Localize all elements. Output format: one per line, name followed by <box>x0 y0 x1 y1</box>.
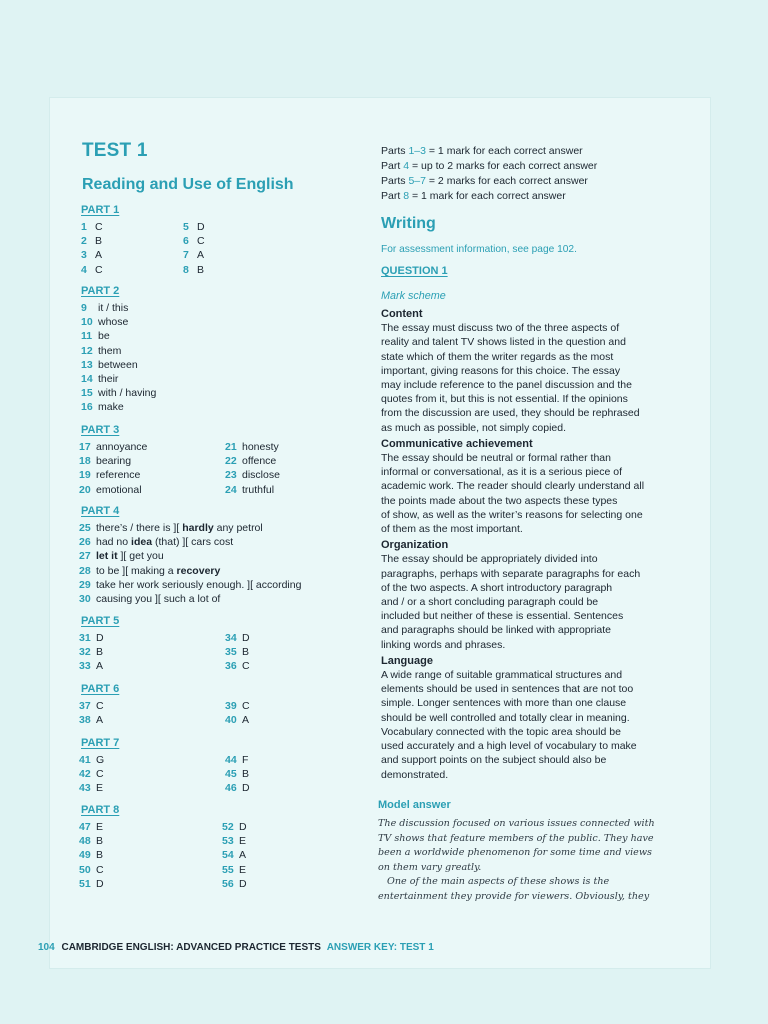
key-word: hardly <box>182 522 214 534</box>
text-line: been a worldwide phenomenon for some time and views <box>378 847 652 859</box>
text-line: The essay must discuss two of the three aspects of <box>381 322 620 335</box>
answer-row <box>79 592 301 606</box>
answer-row <box>222 834 247 848</box>
answer-value: their <box>98 372 119 385</box>
part3-right <box>225 440 280 497</box>
question-number: 25 <box>79 522 91 534</box>
answer-value: C <box>96 700 104 712</box>
answer-row <box>225 468 280 482</box>
question-number: 22 <box>225 455 237 468</box>
marks-text: Part <box>381 190 404 202</box>
answer-value: A <box>197 249 205 262</box>
answer-row <box>79 713 104 727</box>
question-number: 30 <box>79 592 91 605</box>
answer-text: causing you ][ such a lot of <box>96 592 221 605</box>
text-line: The essay should be neutral or formal rather than <box>381 452 611 465</box>
answer-value: offence <box>242 455 277 468</box>
answer-row <box>222 863 247 877</box>
question-number: 37 <box>79 700 91 712</box>
communicative-text <box>381 451 671 536</box>
marks-text: = 1 mark for each correct answer <box>425 145 583 157</box>
answer-value: bearing <box>96 455 132 468</box>
answer-value: E <box>239 863 247 876</box>
answer-row <box>81 386 156 400</box>
part5-left <box>79 631 104 674</box>
answer-row <box>225 631 250 645</box>
answer-value: A <box>242 714 250 727</box>
text-line: demonstrated. <box>381 768 449 781</box>
question-number: 6 <box>183 235 189 248</box>
question-number: 26 <box>79 536 91 549</box>
part-range: 1–3 <box>408 145 426 157</box>
answer-row <box>81 358 156 372</box>
part5-heading: PART 5 <box>81 615 120 627</box>
answer-row <box>81 344 156 358</box>
answer-text: (that) ][ cars cost <box>152 536 234 549</box>
answer-row <box>81 220 103 234</box>
answer-row <box>79 659 104 673</box>
question-number: 9 <box>81 302 87 314</box>
answer-value: A <box>239 849 247 862</box>
question-number: 35 <box>225 646 237 659</box>
text-line: may include reference to the panel discussion and the <box>381 379 632 392</box>
marks-text: = up to 2 marks for each correct answer <box>409 160 598 172</box>
text-line: reality and talent TV shows listed in the question and <box>381 336 626 349</box>
part1-left <box>81 220 103 277</box>
question-number: 31 <box>79 632 91 644</box>
part-range: 4 <box>403 160 410 172</box>
text-line: quotes from it, but this is not essential. If the opinions <box>381 393 628 406</box>
text-line: as much as possible, not simply copied. <box>381 421 567 434</box>
answer-row <box>225 440 280 454</box>
answer-value: truthful <box>242 483 275 496</box>
answer-value: C <box>96 863 104 876</box>
question-number: 54 <box>222 849 234 862</box>
answer-row <box>79 564 301 578</box>
answer-row <box>79 820 104 834</box>
part-range: 8 <box>403 190 410 202</box>
question-number: 7 <box>183 249 189 262</box>
answer-value: E <box>96 782 104 795</box>
text-line: informal or conversational, as it is a serious piece of <box>381 466 623 479</box>
question-number: 14 <box>81 372 93 385</box>
answer-value: C <box>242 660 250 673</box>
answer-row <box>79 578 301 592</box>
text-line: A wide range of suitable grammatical structures and <box>381 669 623 682</box>
question-number: 23 <box>225 469 237 482</box>
question-number: 34 <box>225 632 237 644</box>
text-line: TV shows that feature members of the public. They have <box>378 832 654 844</box>
answer-value: D <box>197 221 205 233</box>
part6-left <box>79 699 104 727</box>
answer-row <box>225 645 250 659</box>
question-number: 43 <box>79 782 91 795</box>
question-number: 42 <box>79 768 91 781</box>
language-heading: Language <box>381 654 433 667</box>
page-footer <box>38 942 434 953</box>
model-answer-text <box>378 817 663 905</box>
part4-heading: PART 4 <box>81 505 120 517</box>
question-number: 55 <box>222 863 234 876</box>
text-line: The discussion focused on various issues connected with <box>378 818 655 829</box>
answer-value: whose <box>98 316 129 329</box>
answer-value: F <box>242 754 249 766</box>
part6-heading: PART 6 <box>81 683 120 695</box>
answer-row <box>79 834 104 848</box>
language-text <box>381 668 671 782</box>
answer-row <box>79 631 104 645</box>
question-number: 29 <box>79 578 91 591</box>
answer-value: A <box>96 714 104 727</box>
answer-value: C <box>242 700 250 712</box>
model-paragraph-2 <box>378 875 663 904</box>
answer-value: be <box>98 330 110 343</box>
book-title: CAMBRIDGE ENGLISH: ADVANCED PRACTICE TESTS <box>61 942 321 953</box>
answer-row <box>79 781 104 795</box>
answer-value: make <box>98 401 124 414</box>
answer-row <box>81 315 156 329</box>
answer-value: D <box>242 632 250 644</box>
text-line: Vocabulary connected with the topic area should be <box>381 725 621 738</box>
marks-row <box>381 174 671 189</box>
answer-value: it / this <box>98 302 129 314</box>
answer-row <box>81 248 103 262</box>
part8-left <box>79 820 104 891</box>
content-heading: Content <box>381 308 423 320</box>
question-number: 19 <box>79 469 91 482</box>
answer-value: E <box>96 821 104 833</box>
question-number: 46 <box>225 782 237 795</box>
answer-row <box>222 877 247 891</box>
answer-value: reference <box>96 469 141 482</box>
answer-row <box>222 848 247 862</box>
answer-row <box>79 549 301 563</box>
answer-row <box>183 234 205 248</box>
text-line: One of the main aspects of these shows is the <box>387 876 610 888</box>
question-number: 47 <box>79 821 91 833</box>
answer-row <box>183 220 205 234</box>
answer-value: B <box>242 646 250 659</box>
assessment-info: For assessment information, see page 102. <box>381 244 577 255</box>
text-line: state which of them the writer regards as the most <box>381 350 614 363</box>
answer-value: D <box>239 877 247 890</box>
organization-heading: Organization <box>381 539 449 552</box>
part2-heading: PART 2 <box>81 285 120 297</box>
part4-list <box>79 521 301 606</box>
answer-text: to be ][ making a <box>96 564 177 577</box>
answer-row <box>225 781 250 795</box>
answer-text: ][ get you <box>117 550 164 563</box>
part7-left <box>79 753 104 796</box>
question-number: 8 <box>183 263 189 276</box>
part8-heading: PART 8 <box>81 804 120 816</box>
part2-list <box>81 301 156 415</box>
answer-value: B <box>197 263 205 276</box>
text-line: simple. Longer sentences with more than one clause <box>381 697 627 710</box>
answer-row <box>81 263 103 277</box>
marks-text: Parts <box>381 145 409 157</box>
marks-row <box>381 189 671 204</box>
text-line: of the two aspects. A short introductory paragraph <box>381 581 613 594</box>
answer-row <box>225 753 250 767</box>
writing-title: Writing <box>381 215 436 232</box>
part1-right <box>183 220 205 277</box>
text-line: should be well controlled and totally clear in meaning. <box>381 711 630 724</box>
question-number: 28 <box>79 564 91 577</box>
answer-row <box>225 659 250 673</box>
answer-value: them <box>98 344 122 357</box>
answer-row <box>79 521 301 535</box>
answer-value: C <box>95 263 103 276</box>
section-title: Reading and Use of English <box>82 176 294 193</box>
answer-row <box>79 645 104 659</box>
part3-left <box>79 440 147 497</box>
key-word: let it <box>96 550 118 563</box>
question1-heading: QUESTION 1 <box>381 265 448 277</box>
answer-value: C <box>96 768 104 781</box>
answer-value: honesty <box>242 441 279 453</box>
answer-value: emotional <box>96 483 142 496</box>
answer-row <box>79 454 147 468</box>
part7-right <box>225 753 250 796</box>
content-section <box>381 307 671 782</box>
marks-text: Part <box>381 160 404 172</box>
answer-value: B <box>242 768 250 781</box>
question-number: 33 <box>79 660 91 673</box>
text-line: elements should be used in sentences that are not too <box>381 683 634 696</box>
text-line: of them as the most important. <box>381 523 523 536</box>
marks-row <box>381 159 671 174</box>
question-number: 2 <box>81 235 87 248</box>
answer-row <box>79 440 147 454</box>
question-number: 5 <box>183 221 189 233</box>
answer-row <box>79 877 104 891</box>
answer-value: E <box>239 835 247 848</box>
text-line: and / or a short concluding paragraph could be <box>381 596 599 609</box>
text-line: the points made about the two aspects these types <box>381 494 618 507</box>
key-word: recovery <box>176 564 221 577</box>
part5-right <box>225 631 250 674</box>
part-range: 5–7 <box>408 175 426 187</box>
text-line: on them vary greatly. <box>378 861 482 873</box>
question-number: 18 <box>79 455 91 468</box>
answer-row <box>81 329 156 343</box>
answer-row <box>81 372 156 386</box>
footer-section: ANSWER KEY: TEST 1 <box>326 942 434 953</box>
text-line: The essay should be appropriately divided into <box>381 553 598 566</box>
content-text <box>381 321 671 435</box>
communicative-heading: Communicative achievement <box>381 437 533 450</box>
question-number: 24 <box>225 483 237 496</box>
question-number: 44 <box>225 754 237 766</box>
answer-text: any petrol <box>213 522 263 534</box>
question-number: 41 <box>79 754 91 766</box>
marks-text: = 2 marks for each correct answer <box>425 175 588 187</box>
question-number: 39 <box>225 700 237 712</box>
answer-row <box>81 400 156 414</box>
text-line: academic work. The reader should clearly understand all <box>381 480 645 493</box>
text-line: from the discussion are used, they should be rephrased <box>381 407 640 420</box>
text-line: and support points on the subject should also be <box>381 754 607 767</box>
answer-row <box>225 483 280 497</box>
answer-value: D <box>242 782 250 795</box>
question-number: 20 <box>79 483 91 496</box>
part3-heading: PART 3 <box>81 424 120 436</box>
answer-row <box>81 234 103 248</box>
answer-text: take her work seriously enough. ][ according <box>96 578 302 591</box>
question-number: 48 <box>79 835 91 848</box>
question-number: 15 <box>81 387 93 400</box>
answer-value: annoyance <box>96 441 148 453</box>
answer-value: A <box>95 249 103 262</box>
question-number: 51 <box>79 877 91 890</box>
answer-value: disclose <box>242 469 280 482</box>
question-number: 3 <box>81 249 87 262</box>
question-number: 50 <box>79 863 91 876</box>
answer-text: there’s / there is ][ <box>96 522 183 534</box>
answer-row <box>225 699 250 713</box>
question-number: 38 <box>79 714 91 727</box>
answer-row <box>79 535 301 549</box>
model-paragraph-1 <box>378 817 663 875</box>
text-line: important, giving reasons for this choice. The essay <box>381 364 621 377</box>
question-number: 13 <box>81 358 93 371</box>
question-number: 56 <box>222 877 234 890</box>
question-number: 12 <box>81 344 93 357</box>
answer-value: B <box>96 646 104 659</box>
question-number: 21 <box>225 441 237 453</box>
answer-row <box>225 767 250 781</box>
page-number: 104 <box>38 942 55 953</box>
answer-row <box>225 713 250 727</box>
question-number: 27 <box>79 550 91 563</box>
answer-value: D <box>96 632 104 644</box>
answer-row <box>79 699 104 713</box>
question-number: 53 <box>222 835 234 848</box>
question-number: 49 <box>79 849 91 862</box>
question-number: 11 <box>81 330 93 343</box>
answer-row <box>79 483 147 497</box>
answer-value: D <box>96 877 104 890</box>
part8-right <box>222 820 247 891</box>
answer-value: A <box>96 660 104 673</box>
question-number: 16 <box>81 401 93 414</box>
part6-right <box>225 699 250 727</box>
marks-allocation <box>381 144 671 204</box>
marks-row <box>381 144 671 159</box>
test-title: TEST 1 <box>82 140 148 161</box>
answer-value: B <box>96 835 104 848</box>
question-number: 40 <box>225 714 237 727</box>
answer-row <box>79 468 147 482</box>
answer-row <box>79 863 104 877</box>
question-number: 45 <box>225 768 237 781</box>
organization-text <box>381 552 671 651</box>
answer-value: D <box>239 821 247 833</box>
question-number: 32 <box>79 646 91 659</box>
answer-value: C <box>95 221 103 233</box>
question-number: 10 <box>81 316 93 329</box>
answer-row <box>183 248 205 262</box>
answer-row <box>225 454 280 468</box>
question-number: 17 <box>79 441 91 453</box>
answer-value: C <box>197 235 205 248</box>
text-line: included but neither of these is essential. Sentences <box>381 610 624 623</box>
marks-text: = 1 mark for each correct answer <box>409 190 566 202</box>
question-number: 4 <box>81 263 87 276</box>
text-line: paragraphs, perhaps with separate paragraphs for each <box>381 567 641 580</box>
question-number: 52 <box>222 821 234 833</box>
model-answer-heading: Model answer <box>378 799 451 811</box>
answer-row <box>183 263 205 277</box>
answer-text: had no <box>96 536 132 549</box>
marks-text: Parts <box>381 175 409 187</box>
part7-heading: PART 7 <box>81 737 120 749</box>
answer-row <box>81 301 156 315</box>
answer-value: G <box>96 754 105 766</box>
answer-row <box>79 753 104 767</box>
text-line: used accurately and a high level of vocabulary to make <box>381 740 637 753</box>
answer-row <box>222 820 247 834</box>
question-number: 1 <box>81 221 87 233</box>
answer-value: B <box>96 849 104 862</box>
text-line: linking words and phrases. <box>381 638 506 651</box>
key-word: idea <box>131 536 153 549</box>
text-line: entertainment they provide for viewers. Obviously, they <box>378 890 650 902</box>
question-number: 36 <box>225 660 237 673</box>
answer-row <box>79 848 104 862</box>
mark-scheme-label: Mark scheme <box>381 290 446 302</box>
answer-value: with / having <box>98 387 157 400</box>
answer-value: B <box>95 235 103 248</box>
answer-value: between <box>98 358 138 371</box>
text-line: of show, as well as the writer’s reasons for selecting one <box>381 508 643 521</box>
text-line: and paragraphs should be linked with appropriate <box>381 624 611 637</box>
part1-heading: PART 1 <box>81 204 120 216</box>
answer-row <box>79 767 104 781</box>
